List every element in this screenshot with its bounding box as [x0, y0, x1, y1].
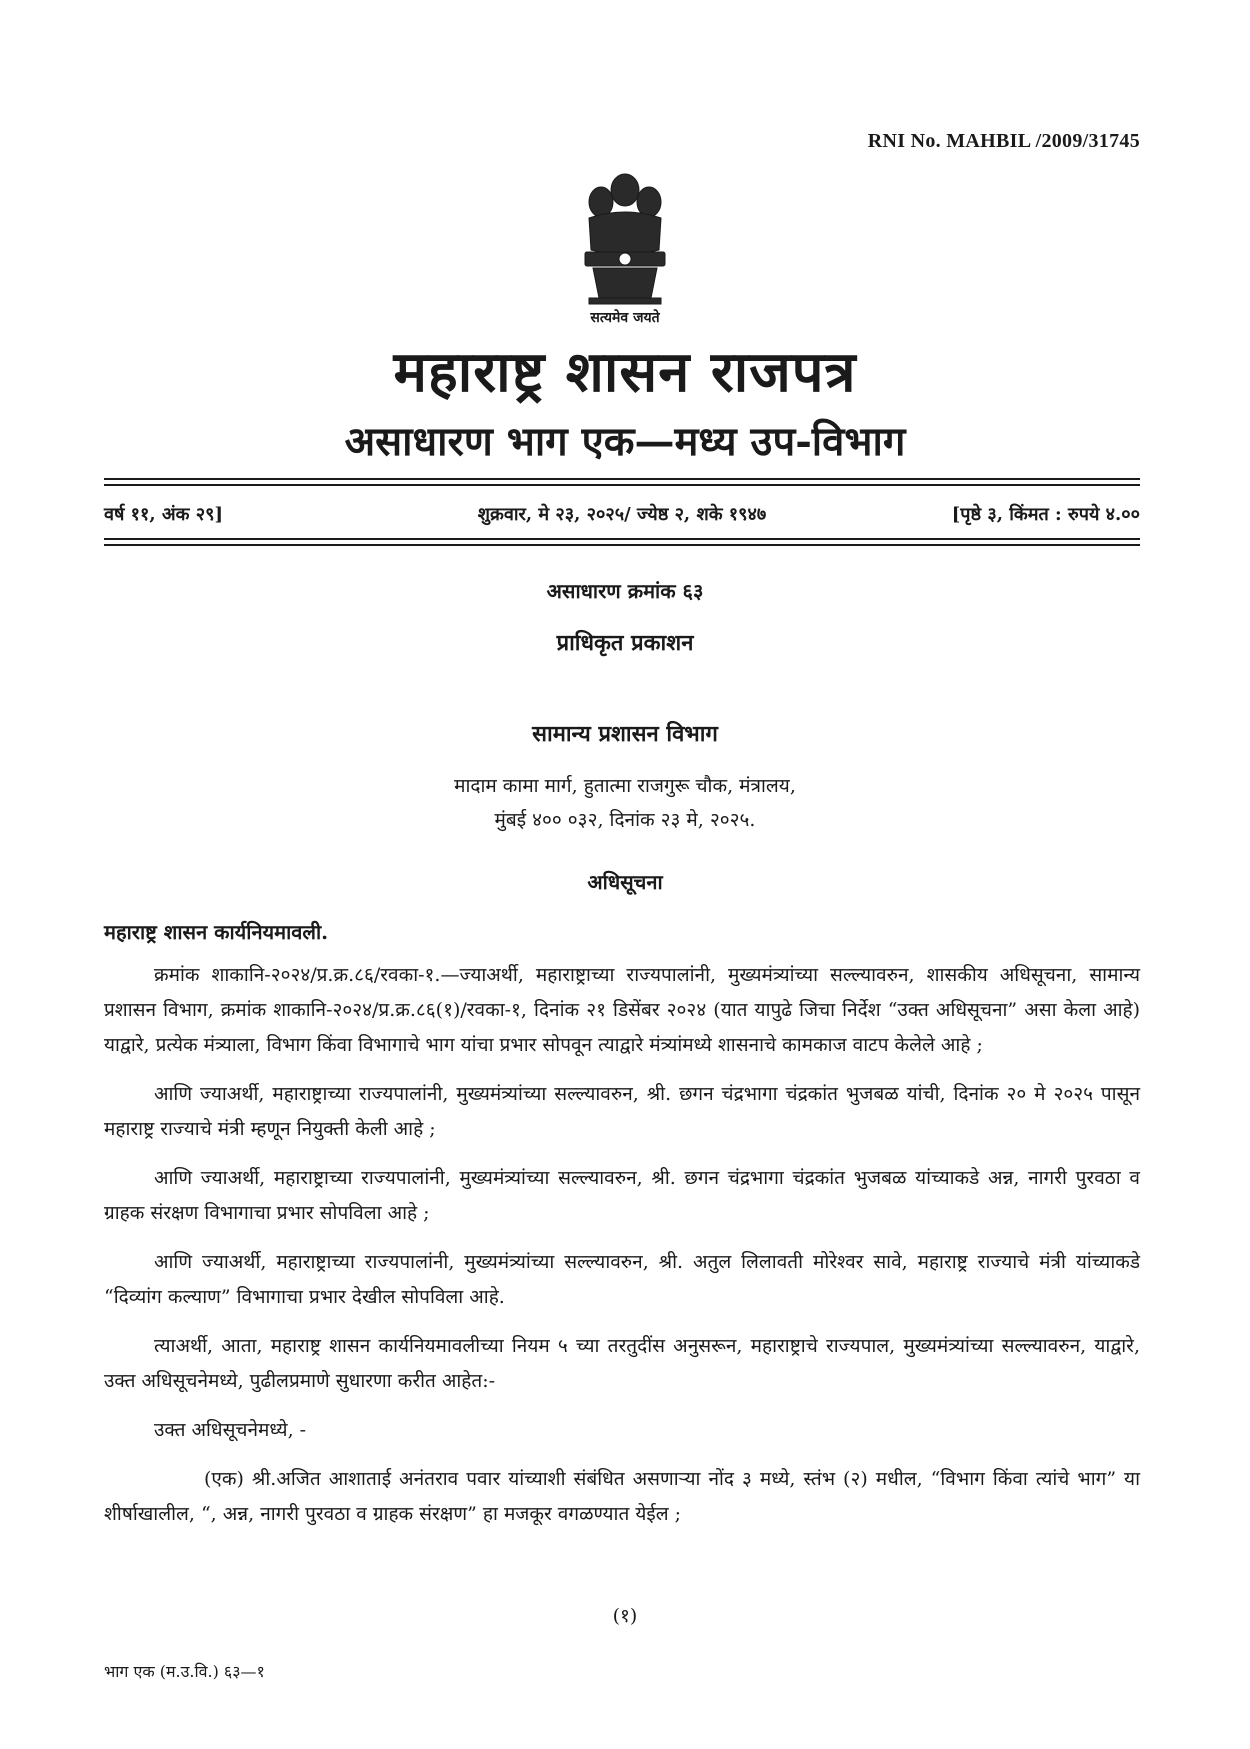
bottom-rule-thin [104, 544, 1140, 546]
pages-price: [पृष्ठे ३, किंमत : रुपये ४.०० [951, 504, 1140, 525]
rni-number: RNI No. MAHBIL /2009/31745 [867, 130, 1140, 152]
page-number: (१) [612, 1605, 638, 1627]
extraordinary-number: असाधारण क्रमांक ६३ [546, 579, 704, 603]
issue-date: शुक्रवार, मे २३, २०२५/ ज्येष्ठ २, शके १९४७ [477, 504, 767, 525]
gazette-title: महाराष्ट्र शासन राजपत्र [393, 339, 857, 405]
department-address-line1: मादाम कामा मार्ग, हुतात्मा राजगुरू चौक, मंत्रालय, [454, 775, 796, 797]
paragraph: त्याअर्थी, आता, महाराष्ट्र शासन कार्यनियमावलीच्या नियम ५ च्या तरतुदींस अनुसरून, महाराष्ट्राचे राज्यपाल, मुख्यमंत्र्यांच्या सल्ल्यावरुन, याद्वारे, उक्त अधिसूचनेमध्ये, पुढीलप्रमाणे सुधारणा करीत आहेत:- [104, 1335, 1140, 1392]
paragraph: उक्त अधिसूचनेमध्ये, - [154, 1419, 307, 1441]
amendment-clause: (एक) श्री.अजित आशाताई अनंतराव पवार यांच्याशी संबंधित असणाऱ्या नोंद ३ मध्ये, स्तंभ (२) मधील, “विभाग किंवा त्यांचे भाग” या शीर्षाखालील, “, अन्न, नागरी पुरवठा व ग्राहक संरक्षण” हा मजकूर वगळण्यात येईल ; [104, 1468, 1140, 1525]
ashoka-lion-capital-emblem-icon [575, 168, 675, 308]
emblem-motto: सत्यमेव जयते [590, 310, 660, 326]
bottom-rule [104, 538, 1140, 540]
top-rule [104, 478, 1140, 480]
notification-body [104, 958, 1140, 1546]
department-name: सामान्य प्रशासन विभाग [532, 721, 718, 747]
paragraph: क्रमांक शाकानि-२०२४/प्र.क्र.८६/रवका-१.—ज्याअर्थी, महाराष्ट्राच्या राज्यपालांनी, मुख्यमंत्र्यांच्या सल्ल्यावरुन, शासकीय अधिसूचना, सामान्य प्रशासन विभाग, क्रमांक शाकानि-२०२४/प्र.क्र.८६(१)/रवका-१, दिनांक २१ डिसेंबर २०२४ (यात यापुढे जिचा निर्देश “उक्त अधिसूचना” असा केला आहे) याद्वारे, प्रत्येक मंत्र्याला, विभाग किंवा विभागाचे भाग यांचा प्रभार सोपवून त्याद्वारे मंत्र्यांमध्ये शासनाचे कामकाज वाटप केलेले आहे ; [104, 964, 1140, 1056]
issue-meta-row [104, 502, 1140, 532]
gazette-subtitle: असाधारण भाग एक—मध्य उप-विभाग [344, 418, 906, 465]
volume-issue: वर्ष ११, अंक २९] [104, 504, 224, 525]
paragraph: आणि ज्याअर्थी, महाराष्ट्राच्या राज्यपालांनी, मुख्यमंत्र्यांच्या सल्ल्यावरुन, श्री. छगन चंद्रभागा चंद्रकांत भुजबळ यांची, दिनांक २० मे २०२५ पासून महाराष्ट्र राज्याचे मंत्री म्हणून नियुक्ती केली आहे ; [104, 1083, 1140, 1140]
department-address-line2: मुंबई ४०० ०३२, दिनांक २३ मे, २०२५. [494, 809, 756, 831]
notification-heading: अधिसूचना [587, 870, 663, 894]
authorized-publication: प्राधिकृत प्रकाशन [556, 630, 694, 656]
footer-code: भाग एक (म.उ.वि.) ६३—१ [104, 1662, 265, 1681]
section-title: महाराष्ट्र शासन कार्यनियमावली. [104, 920, 329, 944]
paragraph: आणि ज्याअर्थी, महाराष्ट्राच्या राज्यपालांनी, मुख्यमंत्र्यांच्या सल्ल्यावरुन, श्री. अतुल लिलावती मोरेश्वर सावे, महाराष्ट्र राज्याचे मंत्री यांच्याकडे “दिव्यांग कल्याण” विभागाचा प्रभार देखील सोपविला आहे. [104, 1251, 1140, 1308]
top-rule-thin [104, 484, 1140, 486]
paragraph: आणि ज्याअर्थी, महाराष्ट्राच्या राज्यपालांनी, मुख्यमंत्र्यांच्या सल्ल्यावरुन, श्री. छगन चंद्रभागा चंद्रकांत भुजबळ यांच्याकडे अन्न, नागरी पुरवठा व ग्राहक संरक्षण विभागाचा प्रभार सोपविला आहे ; [104, 1167, 1140, 1224]
